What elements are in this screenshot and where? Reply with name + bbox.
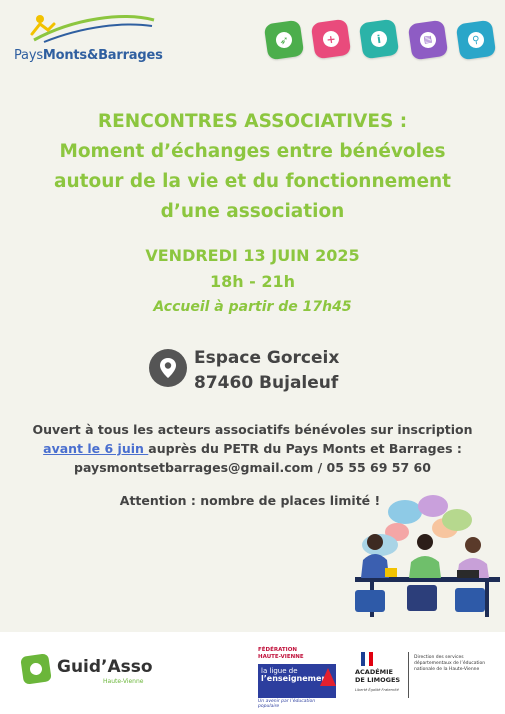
federation-label [258,647,304,661]
plus-icon: + [322,30,340,48]
volunteers-meeting-illustration [345,490,505,630]
ligue-line-1: la ligue de [261,667,298,675]
dsden-text: Direction des services départementaux de l’éducation nationale de la Haute-Vienne [414,655,486,672]
compass-icon: ➶ [275,31,293,49]
location-pin-icon [149,349,187,387]
contact-info: paysmontsetbarrages@gmail.com / 05 55 69 57 60 [74,460,431,475]
search-icon: ⚲ [467,31,485,49]
ligue-line-2: l’enseignement [261,674,331,683]
ligue-enseignement-logo [258,664,336,698]
registration-info [30,420,475,477]
federation-label-text: FÉDÉRATION [258,647,297,653]
compass-nav-button[interactable] [264,20,305,61]
logo-text-monts-barrages: Monts&Barrages [42,48,163,63]
ligue-tagline: Un avenir par l’éducation populaire [258,699,316,709]
academie-name [355,668,400,684]
academie-line-1: ACADÉMIE [355,668,393,676]
info-nav-button[interactable] [359,19,400,60]
registration-line-2-rest: auprès du PETR du Pays Monts et Barrages : [148,441,462,456]
location-place: Espace Gorceix [194,348,340,368]
footer-divider [408,652,409,698]
search-nav-button[interactable] [456,20,497,61]
title-line-4: d’une association [160,201,345,222]
deadline-link[interactable]: avant le 6 juin [43,441,149,456]
logo-swoosh-icon [14,10,164,50]
marianne-flag-icon [361,652,373,666]
pays-monts-barrages-logo [14,10,164,70]
event-welcome-time: Accueil à partir de 17h45 [153,299,352,315]
federation-region-text: HAUTE-VIENNE [258,654,304,660]
plus-nav-button[interactable] [311,19,352,60]
title-line-2: Moment d’échanges entre bénévoles [59,141,446,162]
ligue-triangle-icon [320,668,336,686]
event-title [40,107,465,227]
book-icon: ▤ [419,31,437,49]
registration-line-1: Ouvert à tous les acteurs associatifs bénévoles sur inscription [32,422,473,437]
republique-motto: Liberté Égalité Fraternité [355,688,399,692]
logo-text-pays: Pays [14,48,43,63]
event-time: 18h - 21h [209,272,296,291]
places-warning: Attention : nombre de places limité ! [119,493,381,508]
event-date: VENDREDI 13 JUIN 2025 [145,246,360,265]
guidasso-logo-icon [20,653,52,685]
book-nav-button[interactable] [408,20,449,61]
info-icon: i [370,30,388,48]
logo-text [14,48,163,63]
academie-line-2: DE LIMOGES [355,676,401,684]
location-city: 87460 Bujaleuf [194,373,339,393]
guidasso-region: Haute-Vienne [103,678,144,685]
registration-line-2 [30,439,475,458]
title-line-3: autour de la vie et du fonctionnement [53,171,452,192]
title-line-1: RENCONTRES ASSOCIATIVES : [97,111,408,132]
guidasso-name: Guid’Asso [57,657,153,677]
